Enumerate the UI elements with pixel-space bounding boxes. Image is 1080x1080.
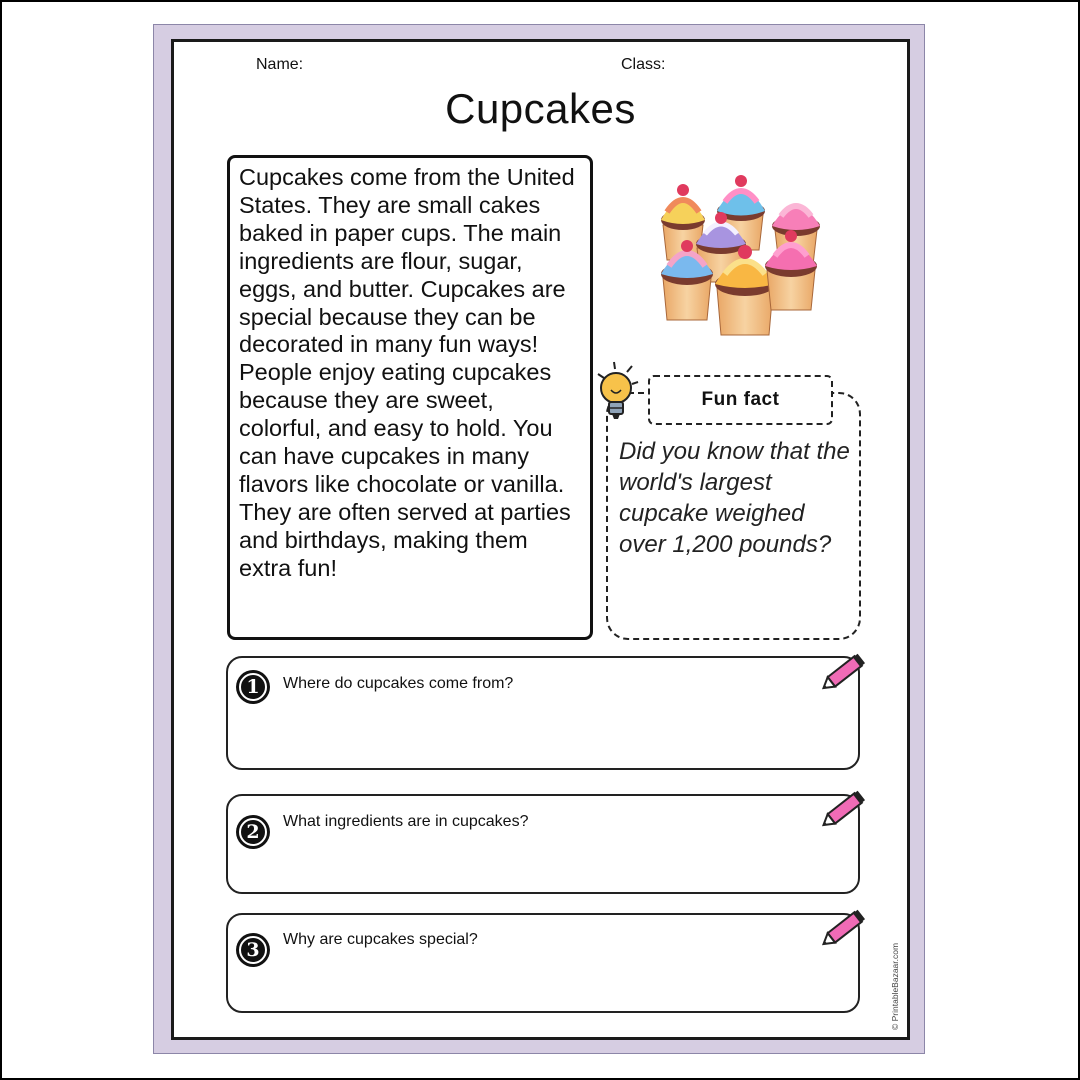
question-number-badge: 2: [236, 815, 270, 849]
fun-fact-heading: Fun fact: [648, 375, 833, 425]
cupcakes-illustration: [655, 170, 840, 345]
question-text: Why are cupcakes special?: [283, 931, 478, 948]
question-text: What ingredients are in cupcakes?: [283, 813, 529, 830]
question-number-badge: 3: [236, 933, 270, 967]
pencil-icon: [818, 650, 870, 694]
reading-passage: Cupcakes come from the United States. They are small cakes baked in paper cups. The main ingredients are flour, sugar, eggs, and butter. Cupcakes are special because they can be decorated in many fun ways! People enjoy eating cupcakes because they are sweet, colorful, and easy to hold. You can have cupcakes in many flavors like chocolate or vanilla. They are often served at parties and birthdays, making them extra fun!: [227, 155, 593, 640]
fun-fact-text: Did you know that the world's largest cupcake weighed over 1,200 pounds?: [619, 438, 850, 558]
page-title: Cupcakes: [445, 85, 636, 132]
answer-box-2[interactable]: [226, 794, 860, 894]
question-text: Where do cupcakes come from?: [283, 675, 514, 692]
pencil-icon: [818, 787, 870, 831]
answer-box-3[interactable]: [226, 913, 860, 1013]
pencil-icon: [818, 906, 870, 950]
lightbulb-icon: [594, 360, 640, 422]
answer-box-1[interactable]: [226, 656, 860, 770]
copyright-credit: © PrintableBazaar.com: [890, 942, 900, 1030]
question-number-badge: 1: [236, 670, 270, 704]
name-label: Name:: [256, 56, 304, 73]
class-label: Class:: [621, 56, 666, 73]
